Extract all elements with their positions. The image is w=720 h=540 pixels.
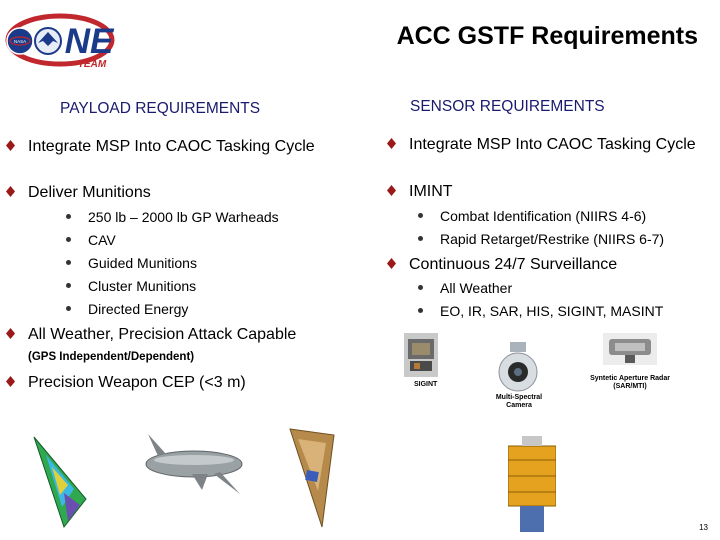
payload-heading: PAYLOAD REQUIREMENTS: [60, 100, 261, 117]
payload-sub-4: Cluster Munitions: [66, 277, 196, 295]
diamond-bullet-icon: [387, 258, 396, 269]
svg-text:NE: NE: [64, 22, 114, 61]
dot-bullet-icon: [66, 283, 71, 288]
payload-item-2: Deliver Munitions: [6, 182, 351, 203]
ne-team-logo: [4, 10, 122, 72]
page-number: 13: [699, 523, 708, 532]
sar-radar-image: [603, 333, 657, 365]
gps-note: (GPS Independent/Dependent): [28, 351, 195, 363]
dot-bullet-icon: [418, 308, 423, 313]
payload-item-1: Integrate MSP Into CAOC Tasking Cycle: [6, 136, 351, 157]
sensor-item-1: Integrate MSP Into CAOC Tasking Cycle: [387, 134, 712, 155]
svg-text:NASA: NASA: [13, 39, 27, 44]
satellite-image: [508, 436, 556, 534]
dot-bullet-icon: [418, 236, 423, 241]
diamond-bullet-icon: [387, 138, 396, 149]
sensor-sub-4: EO, IR, SAR, HIS, SIGINT, MASINT: [418, 302, 663, 320]
slide-title: ACC GSTF Requirements: [396, 22, 698, 50]
dot-bullet-icon: [66, 260, 71, 265]
camera-caption: Multi-Spectral Camera: [495, 394, 543, 409]
diamond-bullet-icon: [6, 376, 15, 387]
dot-bullet-icon: [418, 213, 423, 218]
sensor-sub-1: Combat Identification (NIIRS 4-6): [418, 207, 646, 225]
sensor-sub-3: All Weather: [418, 279, 512, 297]
dot-bullet-icon: [418, 285, 423, 290]
sensor-heading: SENSOR REQUIREMENTS: [410, 98, 605, 115]
diamond-bullet-icon: [6, 140, 15, 151]
dot-bullet-icon: [66, 306, 71, 311]
warhead-cutaway-image: [24, 433, 96, 531]
sigint-pod-image: [404, 333, 438, 377]
payload-item-3: All Weather, Precision Attack Capable (GPS Independent/Dependent): [6, 324, 351, 368]
sigint-caption: SIGINT: [414, 381, 438, 388]
diamond-bullet-icon: [6, 328, 15, 339]
diamond-bullet-icon: [6, 186, 15, 197]
payload-sub-1: 250 lb – 2000 lb GP Warheads: [66, 208, 279, 226]
sensor-item-2: IMINT: [387, 181, 712, 202]
sensor-item-3: Continuous 24/7 Surveillance: [387, 254, 712, 275]
payload-item-4: Precision Weapon CEP (<3 m): [6, 372, 351, 393]
sar-caption: Syntetic Aperture Radar (SAR/MTI): [590, 375, 670, 390]
sensor-sub-2: Rapid Retarget/Restrike (NIIRS 6-7): [418, 230, 664, 248]
payload-sub-2: CAV: [66, 231, 116, 249]
dot-bullet-icon: [66, 237, 71, 242]
multi-spectral-camera-image: [494, 342, 542, 392]
svg-text:TEAM: TEAM: [77, 59, 107, 70]
cav-vehicle-image: [136, 432, 246, 498]
payload-sub-5: Directed Energy: [66, 300, 188, 318]
guided-munition-image: [276, 425, 346, 531]
diamond-bullet-icon: [387, 185, 396, 196]
payload-sub-3: Guided Munitions: [66, 254, 197, 272]
dot-bullet-icon: [66, 214, 71, 219]
